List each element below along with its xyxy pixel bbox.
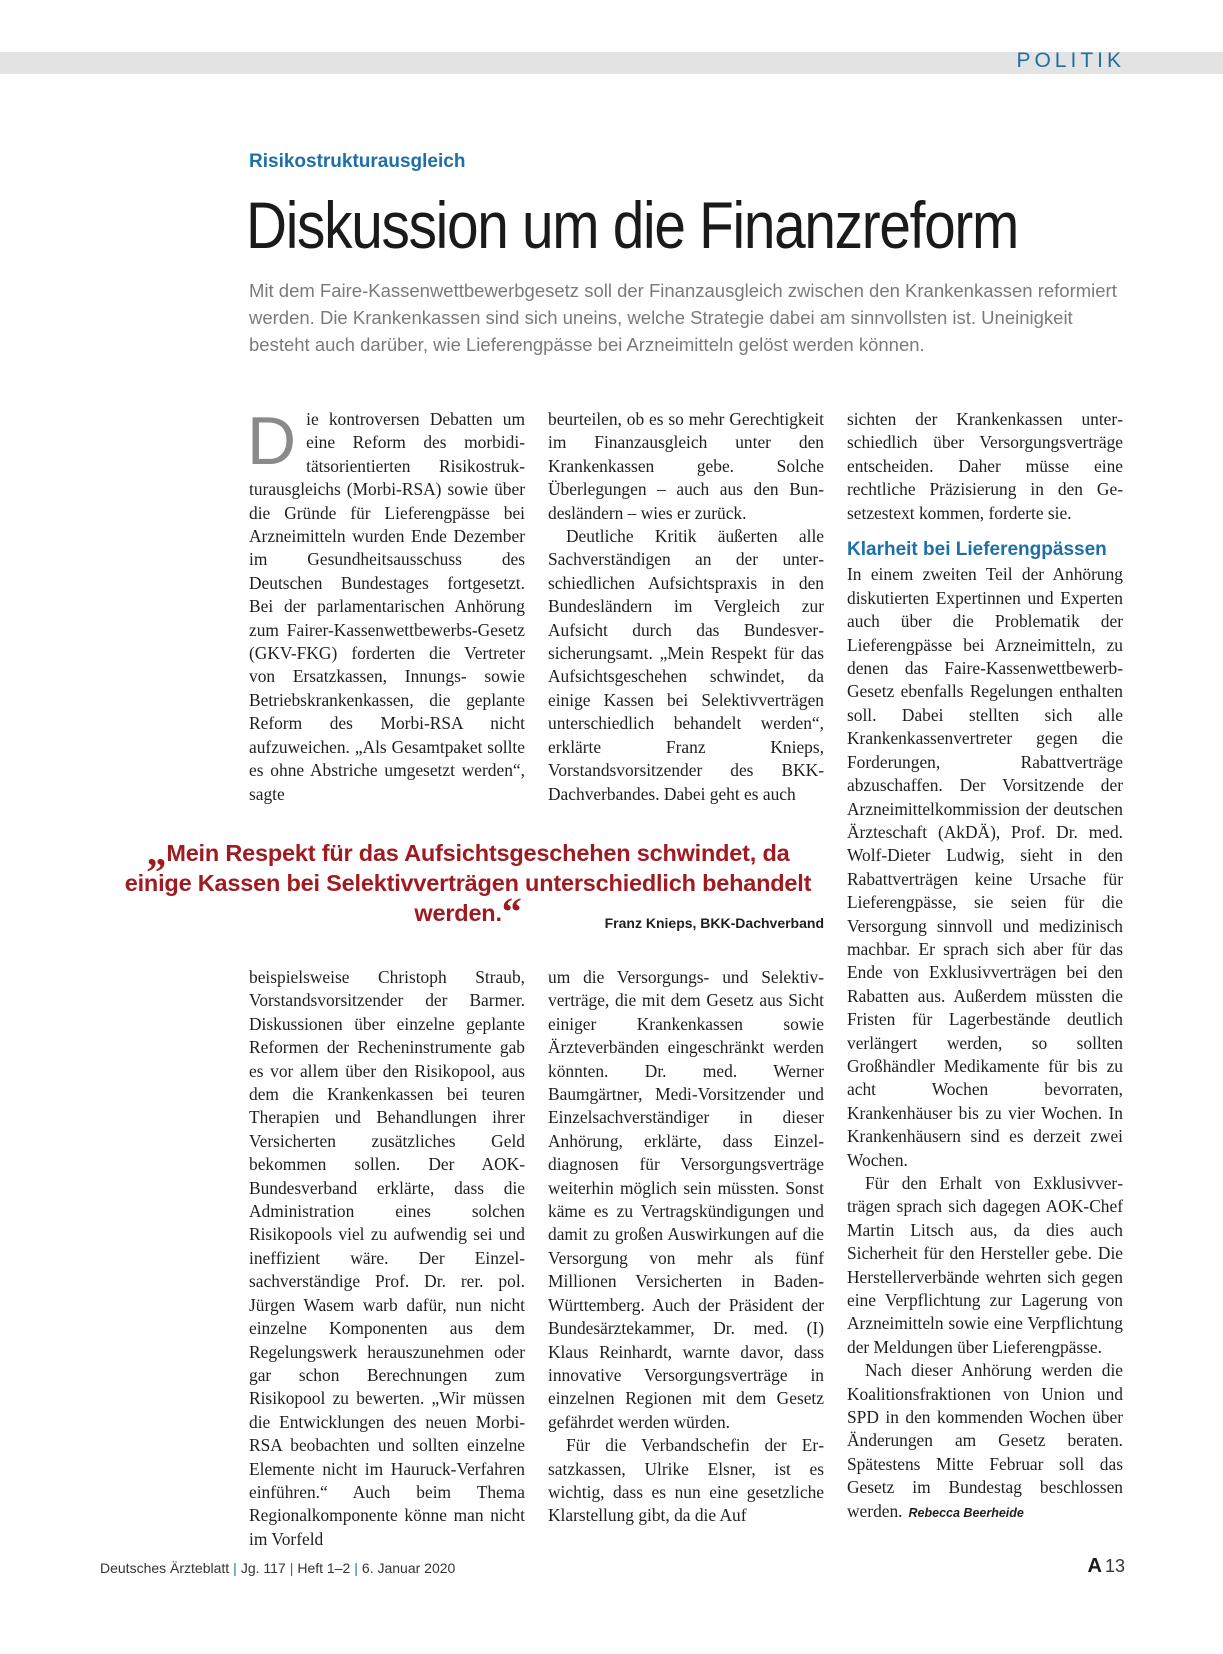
body-paragraph: ie kontroversen Debatten um eine Reform des morbiditätsorientierten Risikostrukturausgleichs (Morbi-RSA) sowie über die Gründe für Lieferengpässe bei Arzneimitteln wurden Ende Dezember im Gesundheitsausschuss des Deutschen Bundestages fortgesetzt. Bei der parlamentarischen Anhörung zum Fairer-Kassenwettbewerbs-Gesetz (GKV-FKG) forderten die Vertreter von Ersatzkassen, Innungs- sowie Betriebskrankenkassen, die geplante Reform des Morbi-RSA nicht aufzuweichen. „Als Gesamtpaket sollte es ohne Abstriche umgesetzt werden“, sagte [249,409,525,804]
section-label: POLITIK [1016,49,1125,72]
body-paragraph: Deutliche Kritik äußerten alle Sachverständigen an der unterschiedlichen Aufsichtspraxis in den Bundesländern im Vergleich zur Aufsicht durch das Bundesversicherungsamt. „Mein Respekt für das Aufsichtsgeschehen schwindet, da einige Kassen bei Selektivverträgen unterschiedlich behandelt werden“, erklärte Franz Knieps, Vorstandsvorsitzender des BKK-Dachverbandes. Dabei geht es auch [548,526,824,804]
journal-volume: Jg. 117 [240,1560,286,1576]
body-paragraph: beurteilen, ob es so mehr Gerechtigkeit im Finanzausgleich unter den Krankenkassen gebe. Solche Überlegungen – auch aus den Bundesländern – wies er zurück. [548,409,824,523]
issue-date: 6. Januar 2020 [361,1560,456,1576]
column-1-bottom [249,966,525,1551]
column-2-bottom [548,966,824,1528]
column-2-top [548,408,824,806]
quote-open-mark: „ [146,829,167,874]
pull-quote-text: Mein Respekt für das Aufsichtsgeschehen schwindet, da einige Kassen bei Selektivverträgen unterschiedlich behandelt werden. [124,840,812,926]
body-paragraph: beispielsweise Christoph Straub, Vorstandsvorsitzender der Barmer. Diskussionen über einzelne geplante Reformen der Recheninstrumente gab es vor allem über den Risikopool, aus dem die Krankenkassen bei teuren Therapien und Behandlungen ihrer Versicherten zusätzliches Geld bekommen sollen. Der AOK-Bundesverband erklärte, dass die Administration eines solchen Risikopools viel zu aufwendig sei und ineffizient wäre. Der Einzelsachverständige Prof. Dr. rer. pol. Jürgen Wasem warb dafür, nun nicht einzelne Komponenten aus dem Regelungswerk herauszunehmen oder gar schon Berechnungen zum Risikopool zu bewerten. „Wir müssen die Entwicklungen des neuen Morbi-RSA beobachten und sollten einzelne Elemente nicht im Hauruck-Verfahren einführen.“ Auch beim Thema Regionalkomponente könne man nicht im Vorfeld [249,967,525,1549]
page-number-value: 13 [1104,1556,1125,1576]
column-3 [847,408,1123,1525]
page-number [1088,1555,1125,1578]
drop-cap: D [247,403,297,479]
section-subheading: Klarheit bei Lieferengpässen [847,539,1107,561]
pull-quote-source: Franz Knieps, BKK-Dachverband [604,915,824,931]
author-byline: Rebecca Beerheide [908,1505,1024,1520]
body-paragraph-last [847,1359,1123,1525]
page-prefix: A [1087,1555,1102,1577]
footer-divider: | [354,1560,358,1576]
article-title: Diskussion um die Finanzreform [246,188,1018,262]
quote-close-mark: “ [501,889,522,934]
journal-name: Deutsches Ärzteblatt [100,1560,230,1576]
body-paragraph: Für den Erhalt von Exklusivverträgen sprach sich dagegen AOK-Chef Martin Litsch aus, da dies auch Sicherheit für den Hersteller gebe. Die Herstellerverbände wehrten sich gegen eine Verpflichtung zur Lagerung von Arzneimitteln sowie eine Verpflichtung der Meldungen über Lieferengpässe. [847,1173,1123,1357]
article-lead: Mit dem Faire-Kassenwettbewerbgesetz soll der Finanzausgleich zwischen den Krankenkassen reformiert werden. Die Krankenkassen sind sich uneins, welche Strategie dabei am sinnvollsten ist. Uneinigkeit besteht auch darüber, wie Lieferengpässe bei Arzneimitteln gelöst werden können. [249,280,1117,355]
footer-divider: | [289,1560,294,1576]
column-1-top [247,403,525,806]
body-paragraph: Für die Verbandschefin der Ersatzkassen, Ulrike Elsner, ist es wichtig, dass es nun eine gesetzliche Klarstellung gibt, da die Auf [548,1435,824,1526]
article-kicker: Risikostrukturausgleich [249,151,466,172]
page-footer [100,1560,455,1576]
journal-issue: Heft 1–2 [297,1560,351,1576]
footer-divider: | [233,1560,237,1576]
body-paragraph: um die Versorgungs- und Selektivverträge, die mit dem Gesetz aus Sicht einiger Krankenkassen sowie Ärzteverbänden eingeschränkt werden könnten. Dr. med. Werner Baumgärtner, Medi-Vorsitzender und Einzelsachverständiger in dieser Anhörung, erklärte, dass Einzeldiagnosen für Versorgungsverträge weiterhin möglich sein müssten. Sonst käme es zu Vertragskündigungen und damit zu großen Auswirkungen auf die Versorgung von mehr als fünf Millionen Versicherten in Baden-Württemberg. Auch der Präsident der Bundesärztekammer, Dr. med. (I) Klaus Reinhardt, warnte davor, dass innovative Versorgungsverträge in einzelnen Regionen mit dem Gesetz gefährdet werden würden. [548,967,824,1432]
body-paragraph: In einem zweiten Teil der Anhörung diskutierten Expertinnen und Experten auch über die Problematik der Lieferengpässe bei Arzneimitteln, zu denen das Faire-Kassenwettbewerb-Gesetz ebenfalls Regelungen enthalten soll. Dabei stellten sich alle Krankenkassenvertreter gegen die Forderungen, Rabattverträge abzuschaffen. Der Vorsitzende der Arzneimittelkommission der deutschen Ärzteschaft (AkDÄ), Prof. Dr. med. Wolf-Dieter Ludwig, sieht in den Rabattverträgen keine Ursache für Lieferengpässe, sie seien für die Versorgung sinnvoll und medizinisch machbar. Er sprach sich aber für das Ende von Exklusivverträgen bei den Rabatten aus. Außerdem müssten die Fristen für Lagerbestände deutlich verlängert werden, so sollten Großhändler Medikamente für bis zu acht Wochen bevorraten, Krankenhäuser bis zu vier Wochen. In Krankenhäusern sind es derzeit zwei Wochen. [847,564,1123,1170]
body-paragraph: sichten der Krankenkassen unterschiedlich über Versorgungsverträge entscheiden. Daher müsse eine rechtliche Präzisierung in den Gesetzestext kommen, forderte sie. [847,409,1123,523]
body-text: Nach dieser Anhörung werden die Koalitionsfraktionen von Union und SPD in den kommenden Wochen über Änderungen am Gesetz beraten. Spätestens Mitte Februar soll das Gesetz im Bundestag beschlossen werden. [847,1360,1123,1521]
